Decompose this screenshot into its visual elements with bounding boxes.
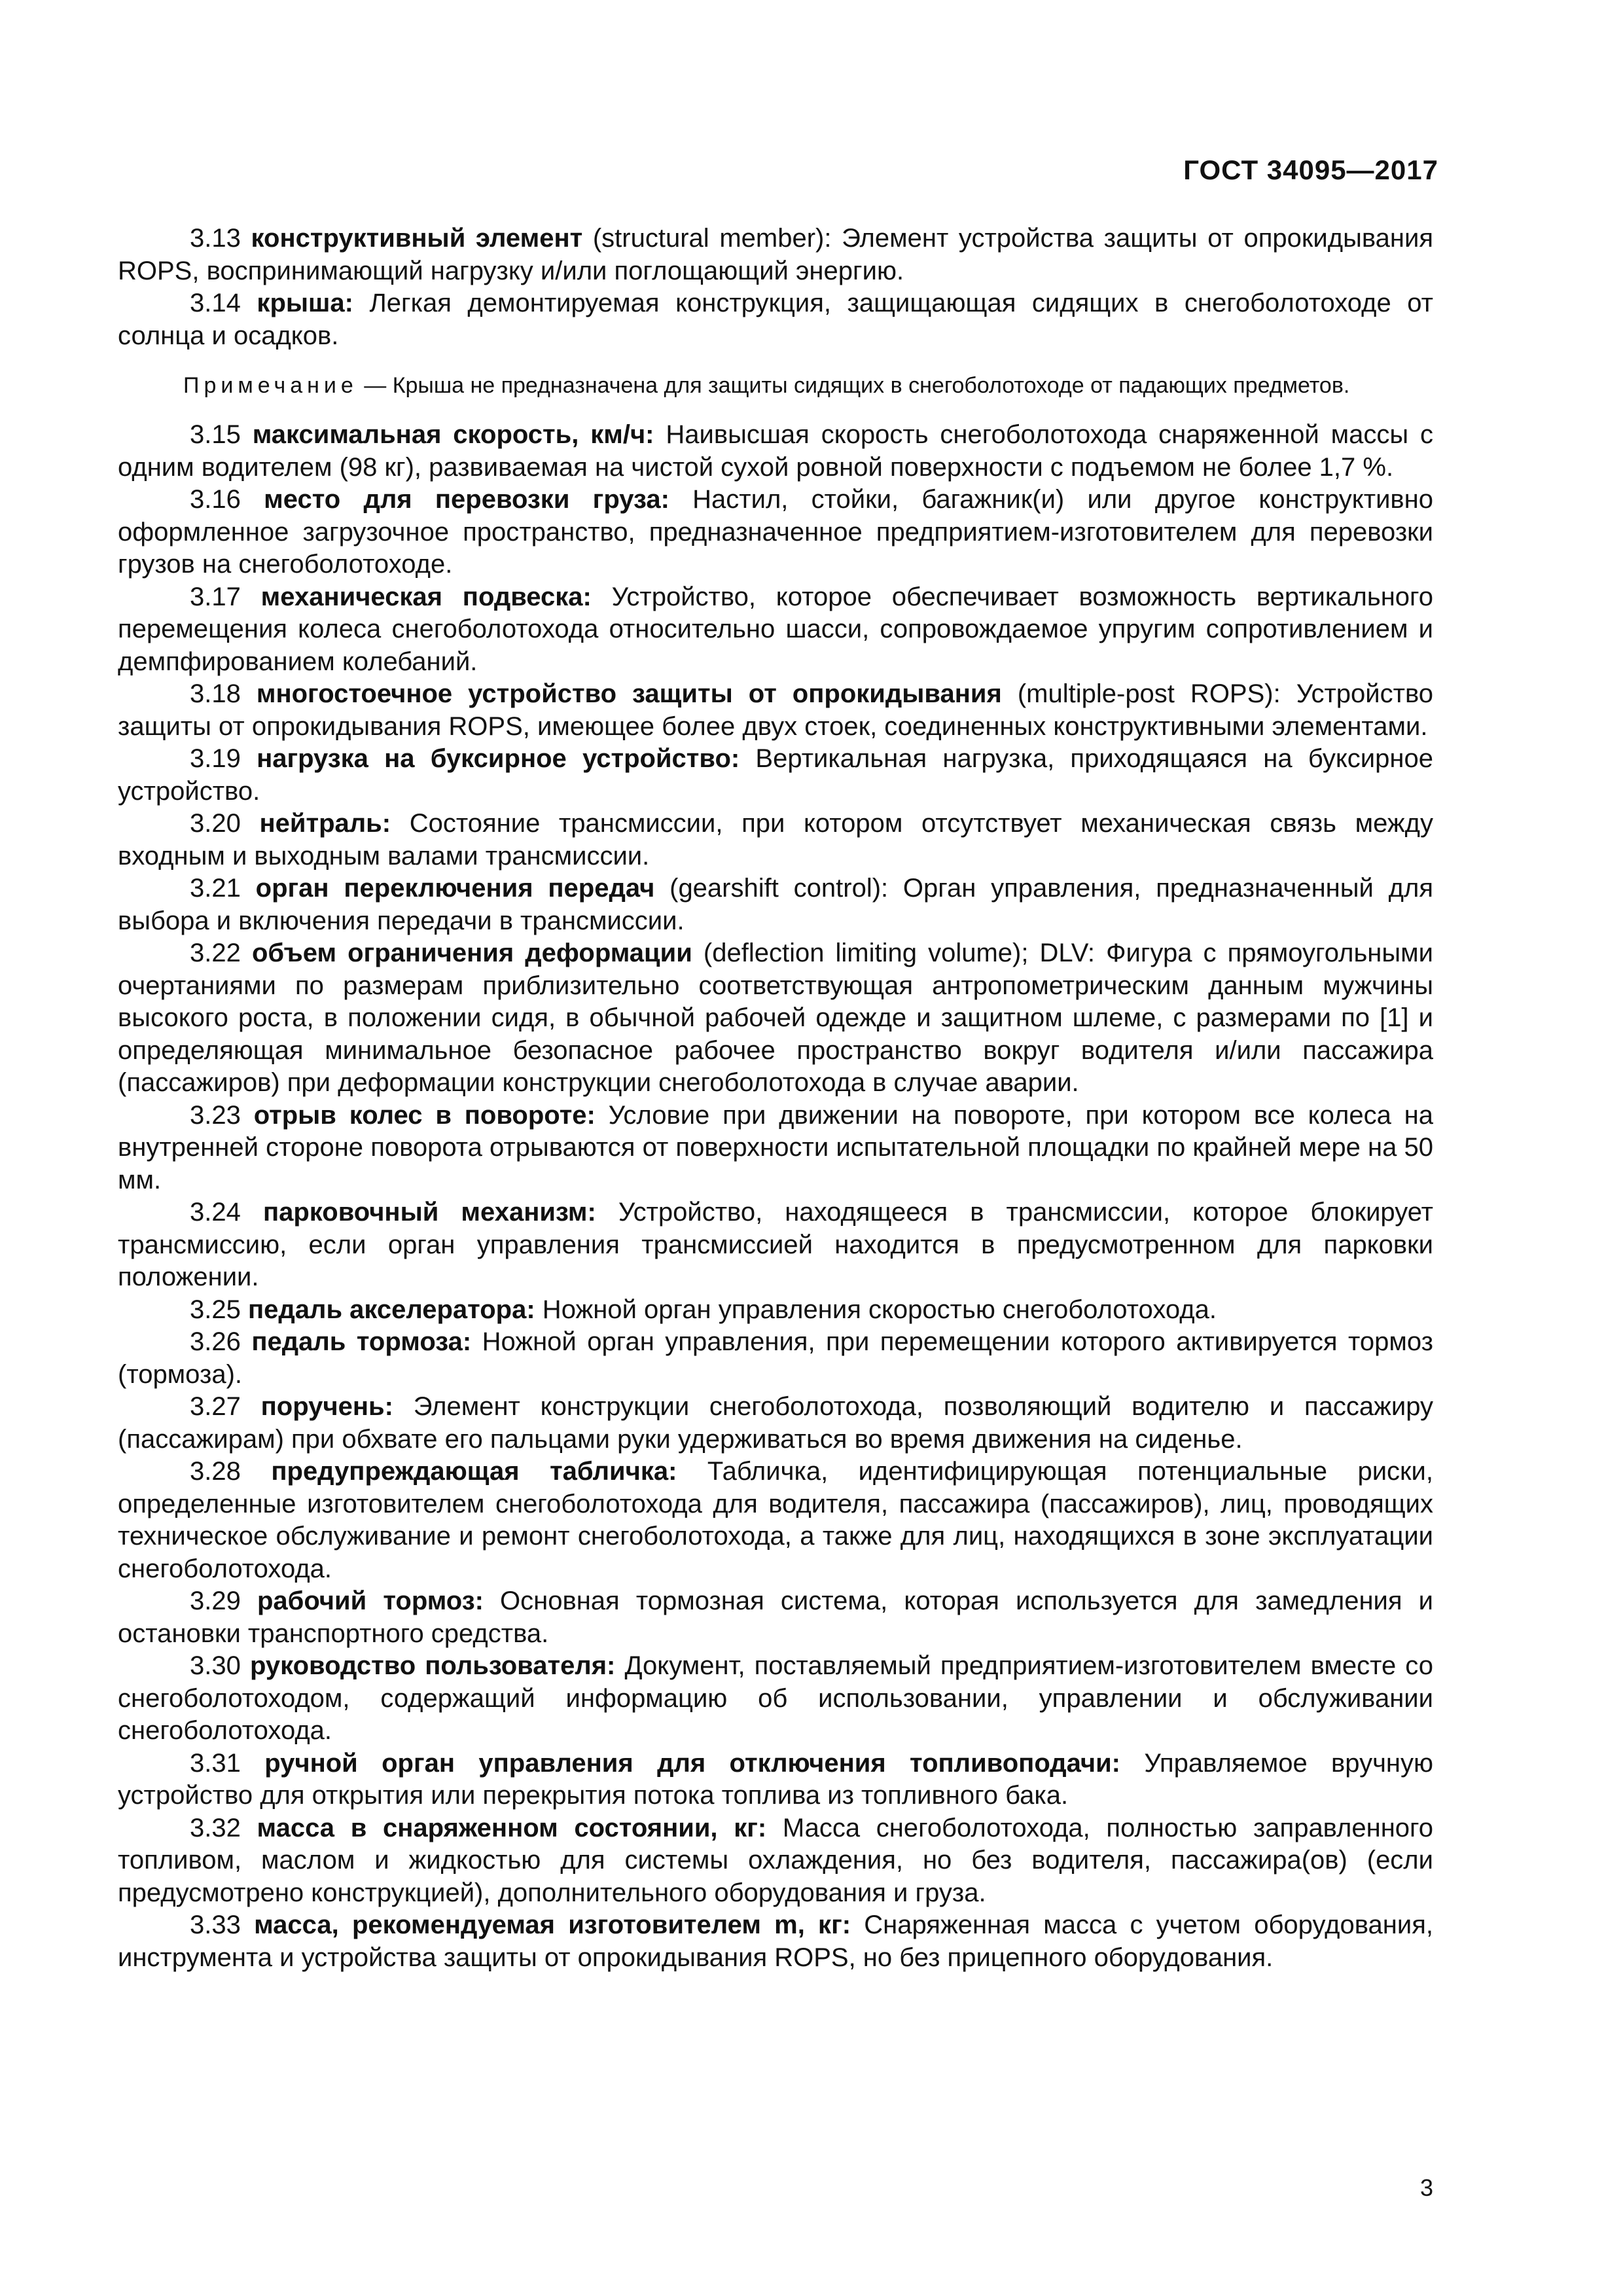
entry-number: 3.22 bbox=[190, 939, 241, 967]
entry-text: Условие при движении на повороте, при котором все колеса на внутренней стороне поворота отрываются от поверхности испытательной площадки по крайней мере на 50 мм. bbox=[118, 1100, 1433, 1194]
entry-text: Элемент конструкции снегоболотохода, позволяющий водителю и пассажиру (пассажирам) при обхвате его пальцами руки удерживаться во время движения на сиденье. bbox=[118, 1392, 1433, 1454]
definition-entry bbox=[118, 287, 1433, 352]
definition-entry bbox=[118, 1294, 1433, 1327]
definition-entry bbox=[118, 808, 1433, 872]
entry-number: 3.20 bbox=[190, 809, 241, 838]
definition-entry bbox=[118, 1326, 1433, 1391]
entry-term: объем ограничения деформации bbox=[251, 939, 692, 967]
entry-term: отрыв колес в повороте: bbox=[253, 1100, 596, 1130]
definition-entry bbox=[118, 581, 1433, 679]
entry-text: (structural member): Элемент устройства защиты от опрокидывания ROPS, воспринимающий нагрузку и/или поглощающий энергию. bbox=[118, 224, 1433, 285]
entry-number: 3.21 bbox=[190, 874, 241, 903]
definition-entry bbox=[118, 1909, 1433, 1974]
entry-number: 3.31 bbox=[190, 1748, 241, 1778]
definition-entry bbox=[118, 484, 1433, 581]
entry-number: 3.23 bbox=[190, 1100, 241, 1130]
definition-entry bbox=[118, 1650, 1433, 1748]
entry-number: 3.30 bbox=[190, 1651, 241, 1680]
entry-number: 3.16 bbox=[190, 485, 241, 514]
entry-number: 3.24 bbox=[190, 1198, 241, 1227]
entry-text: Ножной орган управления скоростью снегоболотохода. bbox=[535, 1295, 1217, 1324]
entry-term: рабочий тормоз: bbox=[257, 1587, 484, 1615]
document-header: ГОСТ 34095—2017 bbox=[1183, 154, 1438, 185]
entry-number: 3.33 bbox=[190, 1910, 241, 1939]
entry-term: педаль акселератора: bbox=[247, 1295, 535, 1324]
entry-number: 3.13 bbox=[190, 224, 241, 253]
entry-text: Вертикальная нагрузка, приходящаяся на буксирное устройство. bbox=[118, 744, 1433, 806]
definition-entry bbox=[118, 1100, 1433, 1197]
document-body bbox=[118, 223, 1433, 1974]
entry-text: Ножной орган управления, при перемещении которого активируется тормоз (тормоза). bbox=[118, 1327, 1433, 1389]
definition-entry bbox=[118, 1196, 1433, 1294]
entry-text: Документ, поставляемый предприятием-изготовителем вместе со снегоболотоходом, содержащий информацию об использовании, управлении и обслуживании снегоболотохода. bbox=[118, 1651, 1433, 1745]
entry-number: 3.27 bbox=[190, 1392, 241, 1421]
entry-text: (multiple-post ROPS): Устройство защиты от опрокидывания ROPS, имеющее более двух стоек, соединенных конструктивными элементами. bbox=[118, 679, 1433, 741]
entry-term: многостоечное устройство защиты от опрокидывания bbox=[256, 679, 1002, 708]
definition-entry bbox=[118, 1391, 1433, 1456]
entry-term: место для перевозки груза: bbox=[264, 485, 669, 514]
entry-text: Снаряженная масса с учетом оборудования, инструмента и устройства защиты от опрокидывания ROPS, но без прицепного оборудования. bbox=[118, 1910, 1433, 1972]
page-number: 3 bbox=[1419, 2174, 1433, 2201]
entry-text: Наивысшая скорость снегоболотохода снаряженной массы с одним водителем (98 кг), развиваемая на чистой сухой ровной поверхности с подъемом не более 1,7 %. bbox=[118, 420, 1433, 482]
entry-term: масса, рекомендуемая изготовителем m, кг: bbox=[254, 1910, 851, 1939]
entry-number: 3.19 bbox=[190, 744, 241, 773]
definition-entry bbox=[118, 419, 1433, 484]
entry-text: Управляемое вручную устройство для открытия или перекрытия потока топлива из топливного бака. bbox=[118, 1748, 1433, 1810]
entry-term: орган переключения передач bbox=[255, 874, 655, 903]
entry-text: Табличка, идентифицирующая потенциальные риски, определенные изготовителем снегоболотохода для водителя, пассажира (пассажиров), лиц, проводящих техническое обслуживание и ремонт снегоболотохода, а также для лиц, находящихся в зоне эксплуатации снегоболотохода. bbox=[118, 1457, 1433, 1583]
note-text: — Крыша не предназначена для защиты сидящих в снегоболотоходе от падающих предметов. bbox=[357, 373, 1350, 398]
definition-entry bbox=[118, 223, 1433, 287]
entry-term: крыша: bbox=[257, 289, 353, 317]
definition-entry bbox=[118, 1812, 1433, 1910]
definition-entry bbox=[118, 872, 1433, 937]
entry-text: Состояние трансмиссии, при котором отсутствует механическая связь между входным и выходным валами трансмиссии. bbox=[118, 809, 1434, 870]
entry-term: ручной орган управления для отключения топливоподачи: bbox=[264, 1748, 1121, 1778]
entry-text: (gearshift control): Орган управления, предназначенный для выбора и включения передачи в трансмиссии. bbox=[118, 874, 1433, 935]
definition-entry bbox=[118, 743, 1433, 808]
entry-number: 3.14 bbox=[190, 289, 241, 317]
entry-text: Устройство, которое обеспечивает возможность вертикального перемещения колеса снегоболотохода относительно шасси, сопровождаемое упругим сопротивлением и демпфированием колебаний. bbox=[118, 582, 1433, 676]
entry-term: парковочный механизм: bbox=[262, 1198, 596, 1227]
entry-term: руководство пользователя: bbox=[249, 1651, 616, 1680]
definition-entry bbox=[118, 678, 1433, 743]
entry-term: максимальная скорость, км/ч: bbox=[252, 420, 654, 449]
entry-number: 3.32 bbox=[190, 1813, 241, 1842]
entry-term: предупреждающая табличка: bbox=[271, 1457, 677, 1486]
entry-number: 3.26 bbox=[190, 1327, 241, 1356]
entry-term: масса в снаряженном состоянии, кг: bbox=[257, 1813, 767, 1842]
entry-text: Основная тормозная система, которая используется для замедления и остановки транспортного средства. bbox=[118, 1587, 1433, 1648]
entry-number: 3.28 bbox=[190, 1457, 241, 1486]
entry-term: нейтраль: bbox=[259, 809, 391, 838]
entry-term: конструктивный элемент bbox=[251, 224, 583, 253]
entry-term: педаль тормоза: bbox=[251, 1327, 472, 1356]
entry-text: Настил, стойки, багажник(и) или другое конструктивно оформленное загрузочное пространство, предназначенное предприятием-изготовителем для перевозки грузов на снегоболотоходе. bbox=[118, 485, 1433, 579]
entry-number: 3.18 bbox=[190, 679, 241, 708]
definition-entry bbox=[118, 1585, 1433, 1650]
entry-number: 3.25 bbox=[190, 1295, 241, 1324]
definition-entry bbox=[118, 1748, 1433, 1812]
entry-term: механическая подвеска: bbox=[260, 582, 592, 611]
entry-term: нагрузка на буксирное устройство: bbox=[257, 744, 740, 773]
entry-number: 3.29 bbox=[190, 1587, 241, 1615]
definition-entry bbox=[118, 937, 1433, 1100]
entry-number: 3.17 bbox=[190, 582, 241, 611]
entry-text: Легкая демонтируемая конструкция, защищающая сидящих в снегоболотоходе от солнца и осадков. bbox=[118, 289, 1433, 350]
entry-text: Устройство, находящееся в трансмиссии, которое блокирует трансмиссию, если орган управления трансмиссией находится в предусмотренном для парковки положении. bbox=[118, 1198, 1433, 1291]
note-paragraph bbox=[118, 369, 1433, 402]
entry-text: (deflection limiting volume); DLV: Фигура с прямоугольными очертаниями по размерам приблизительно соответствующая антропометрическим данным мужчины высокого роста, в положении сидя, в обычной рабочей одежде и защитном шлеме, с размерами по [1] и определяющая минимальное безопасное рабочее пространство вокруг водителя и/или пассажира (пассажиров) при деформации конструкции снегоболотохода в случае аварии. bbox=[118, 939, 1433, 1097]
entry-number: 3.15 bbox=[190, 420, 241, 449]
note-label: Примечание bbox=[183, 373, 358, 398]
entry-text: Масса снегоболотохода, полностью заправленного топливом, маслом и жидкостью для системы охлаждения, но без водителя, пассажира(ов) (если предусмотрено конструкцией), дополнительного оборудования и груза. bbox=[118, 1813, 1433, 1907]
definition-entry bbox=[118, 1456, 1433, 1585]
entry-term: поручень: bbox=[260, 1392, 393, 1421]
